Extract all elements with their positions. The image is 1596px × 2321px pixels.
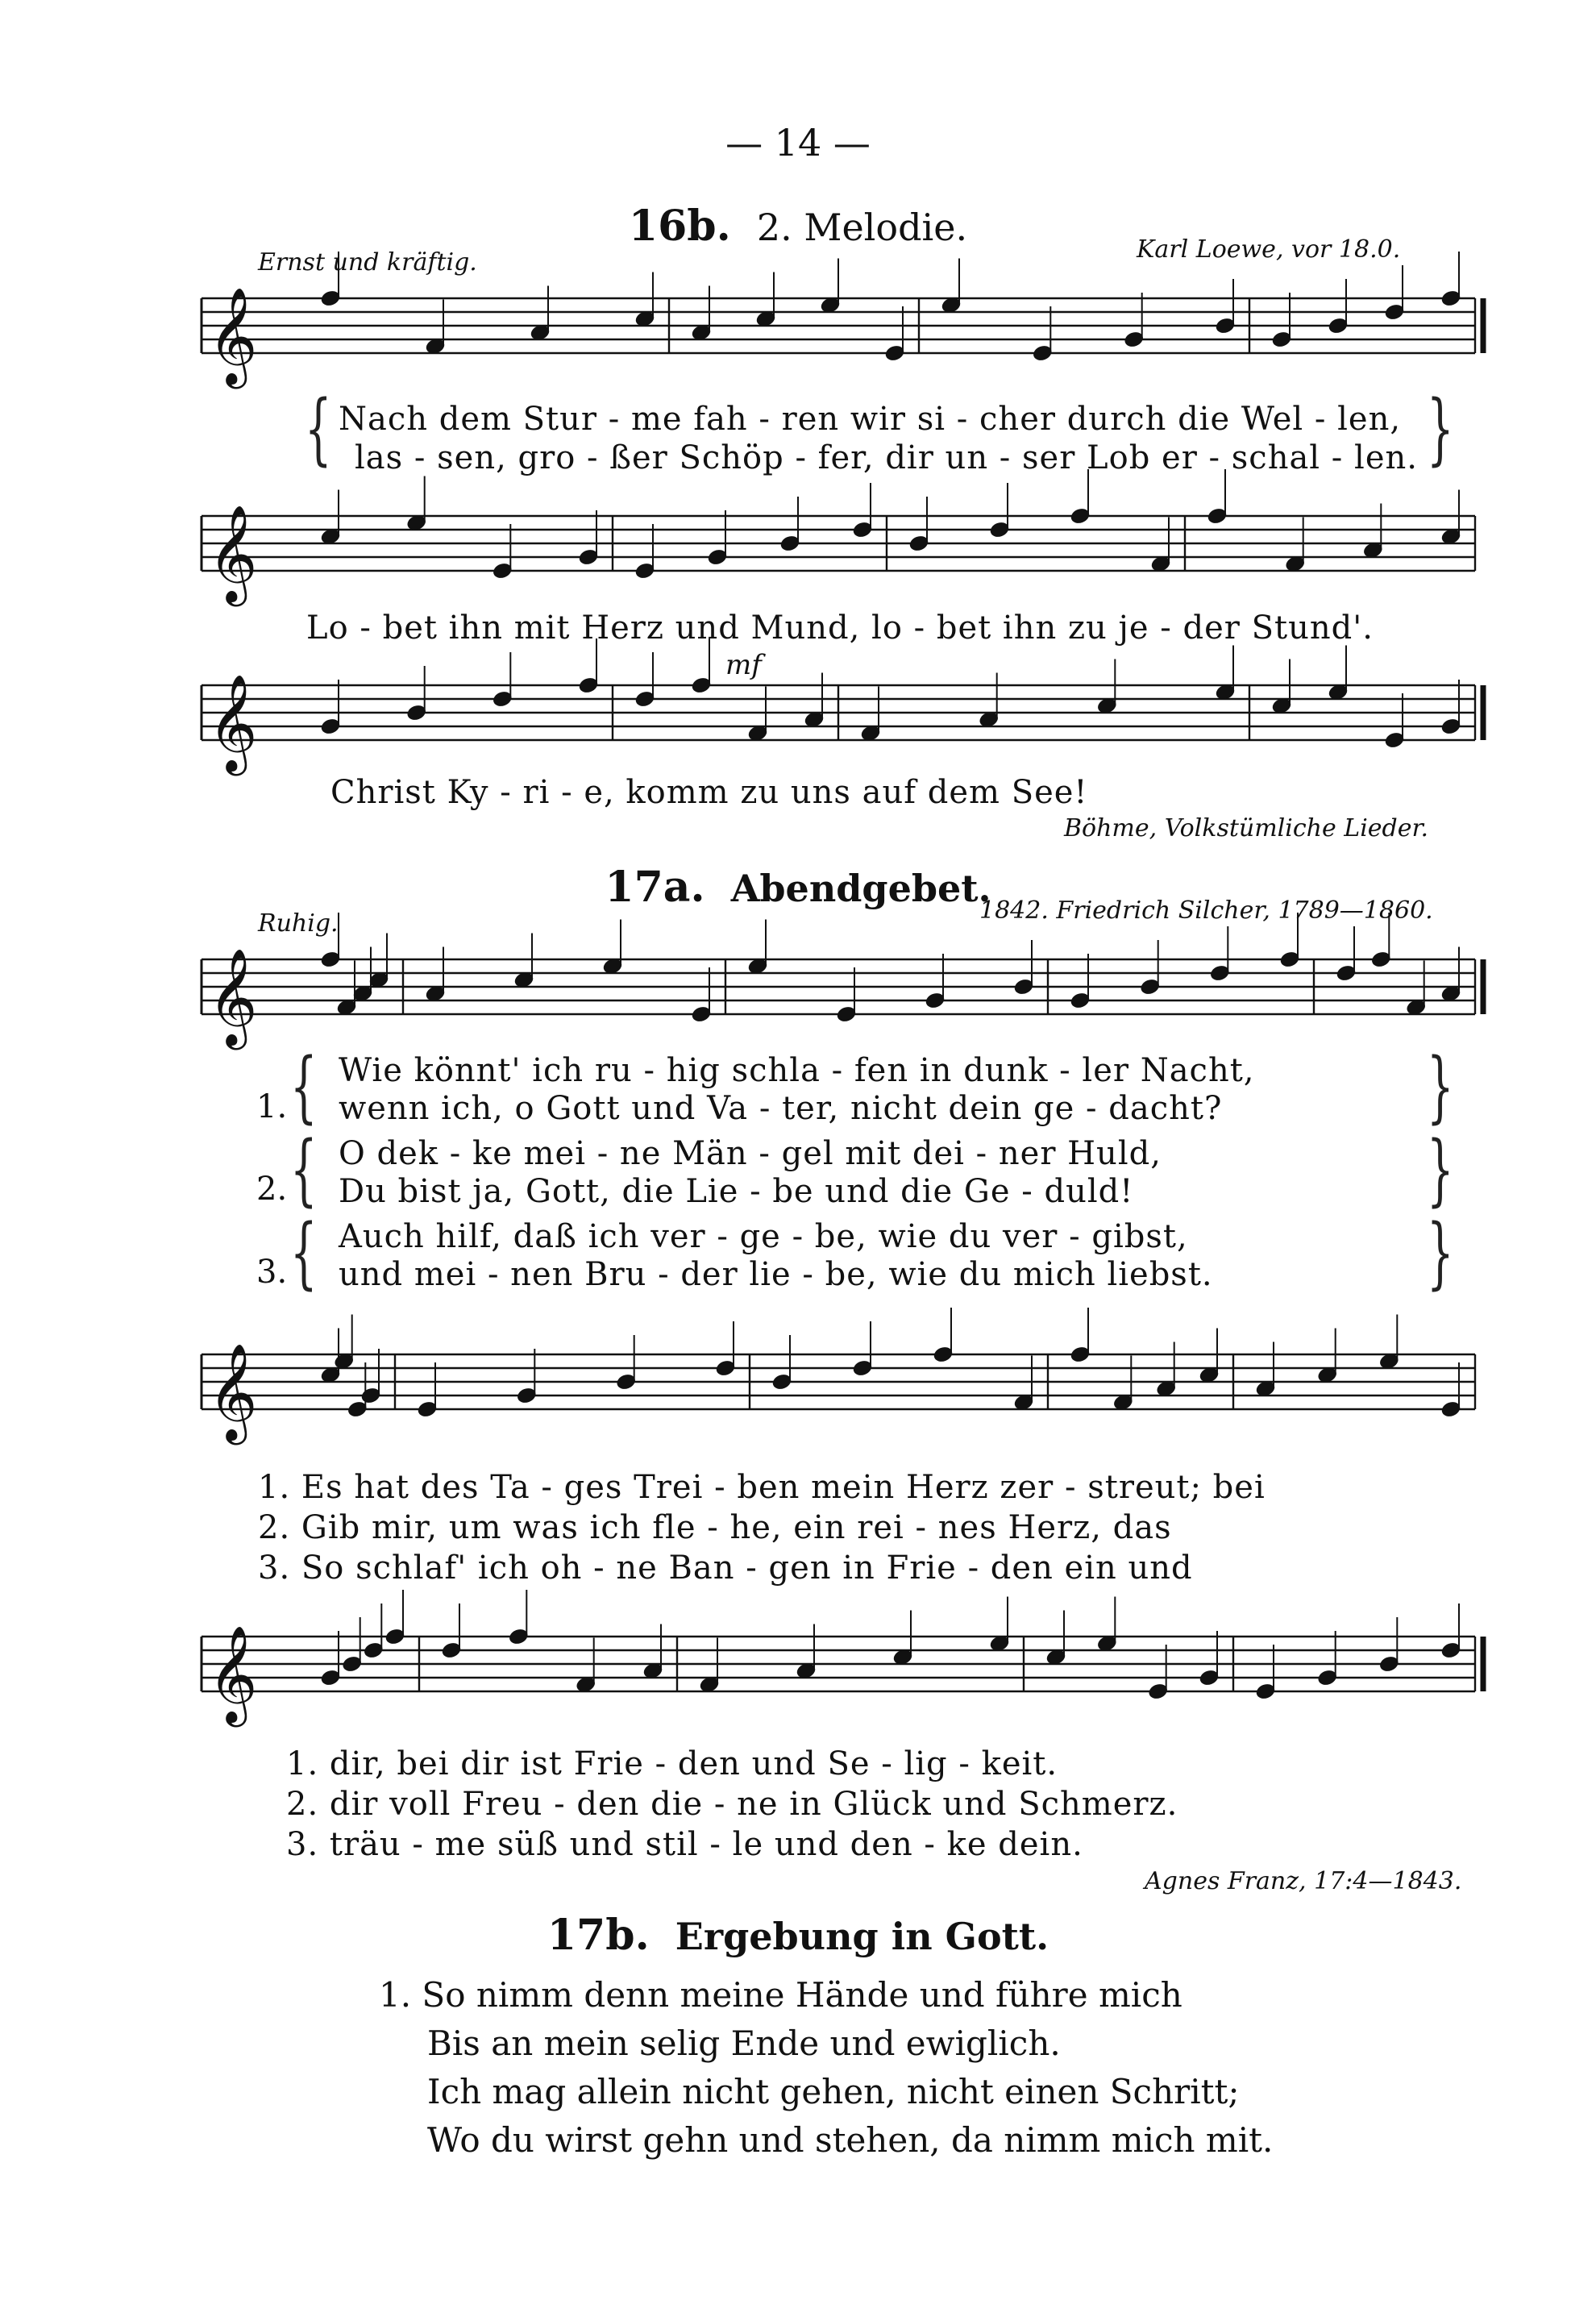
- treble-clef-icon: 𝄞: [208, 947, 258, 1046]
- verse-number-1: 1.: [256, 1088, 288, 1125]
- song-17a-s2-3: 3. So schlaf' ich oh - ne Ban - gen in Frie - den ein und: [258, 1549, 1193, 1587]
- verse-number-2: 2.: [256, 1171, 288, 1208]
- brace: }: [1427, 1208, 1454, 1298]
- brace: {: [290, 1208, 318, 1298]
- song-17a-s3-2: 2. dir voll Freu - den die - ne in Glück und Schmerz.: [286, 1786, 1178, 1823]
- song-17a-v2a: O dek - ke mei - ne Män - gel mit dei - ner Huld,: [339, 1135, 1162, 1172]
- brace: }: [1427, 384, 1454, 474]
- song-17a-s2-2: 2. Gib mir, um was ich fle - he, ein rei - nes Herz, das: [258, 1509, 1172, 1546]
- song-16b-source: Böhme, Volkstümliche Lieder.: [1064, 814, 1429, 842]
- song-17a-source: Agnes Franz, 17:4—1843.: [1145, 1867, 1462, 1895]
- song-17a-number: 17a.: [605, 863, 705, 912]
- poem-line-4: Wo du wirst gehn und stehen, da nimm mich mit.: [427, 2120, 1274, 2160]
- song-17a-title: Abendgebet.: [730, 867, 991, 910]
- song-17a-v2b: Du bist ja, Gott, die Lie - be und die Ge - duld!: [339, 1173, 1134, 1210]
- song-17a-tempo: Ruhig.: [258, 909, 339, 938]
- song-17b-number: 17b.: [547, 1911, 650, 1960]
- brace: }: [1427, 1042, 1454, 1132]
- song-16b-lyric-1b: las - sen, gro - ßer Schöp - fer, dir un - ser Lob er - schal - len.: [355, 439, 1418, 476]
- song-16b-title: 2. Melodie.: [756, 206, 968, 249]
- treble-clef-icon: 𝄞: [208, 673, 258, 772]
- treble-clef-icon: 𝄞: [208, 286, 258, 385]
- song-16b-composer: Karl Loewe, vor 18.0.: [1137, 235, 1401, 264]
- song-16b-number: 16b.: [628, 202, 731, 251]
- song-16b-lyric-3: Christ Ky - ri - e, komm zu uns auf dem See!: [330, 774, 1088, 811]
- song-17a-s2-1: 1. Es hat des Ta - ges Trei - ben mein Herz zer - streut; bei: [258, 1469, 1266, 1506]
- treble-clef-icon: 𝄞: [208, 1342, 258, 1441]
- song-17a-s3-3: 3. träu - me süß und stil - le und den - ke dein.: [286, 1826, 1083, 1863]
- song-17a-s3-1: 1. dir, bei dir ist Frie - den und Se - lig - keit.: [286, 1745, 1058, 1782]
- dynamic-mark: mf: [725, 649, 762, 681]
- song-16b-lyric-1a: Nach dem Stur - me fah - ren wir si - cher durch die Wel - len,: [339, 401, 1402, 438]
- brace: {: [290, 1042, 318, 1132]
- poem-line-2: Bis an mein selig Ende und ewiglich.: [427, 2024, 1061, 2063]
- brace: }: [1427, 1125, 1454, 1215]
- brace: {: [290, 1125, 318, 1215]
- page-number: — 14 —: [725, 121, 871, 164]
- verse-number-3: 3.: [256, 1254, 288, 1291]
- song-17a-v3a: Auch hilf, daß ich ver - ge - be, wie du ver - gibst,: [339, 1218, 1188, 1255]
- treble-clef-icon: 𝄞: [208, 1624, 258, 1723]
- poem-line-3: Ich mag allein nicht gehen, nicht einen Schritt;: [427, 2072, 1240, 2111]
- song-17a-composer: 1842. Friedrich Silcher, 1789—1860.: [979, 896, 1433, 925]
- song-17a-v1b: wenn ich, o Gott und Va - ter, nicht dein ge - dacht?: [339, 1090, 1223, 1127]
- song-17b-header: [0, 1911, 1596, 1960]
- song-17a-v3b: und mei - nen Bru - der lie - be, wie du mich liebst.: [339, 1256, 1213, 1293]
- treble-clef-icon: 𝄞: [208, 504, 258, 602]
- brace: {: [305, 384, 332, 474]
- song-17b-title: Ergebung in Gott.: [675, 1915, 1049, 1958]
- song-16b-tempo: Ernst und kräftig.: [258, 248, 477, 277]
- poem-line-1: 1. So nimm denn meine Hände und führe mich: [379, 1975, 1182, 2015]
- song-17a-v1a: Wie könnt' ich ru - hig schla - fen in dunk - ler Nacht,: [339, 1052, 1255, 1089]
- song-16b-lyric-2: Lo - bet ihn mit Herz und Mund, lo - bet ihn zu je - der Stund'.: [306, 609, 1374, 647]
